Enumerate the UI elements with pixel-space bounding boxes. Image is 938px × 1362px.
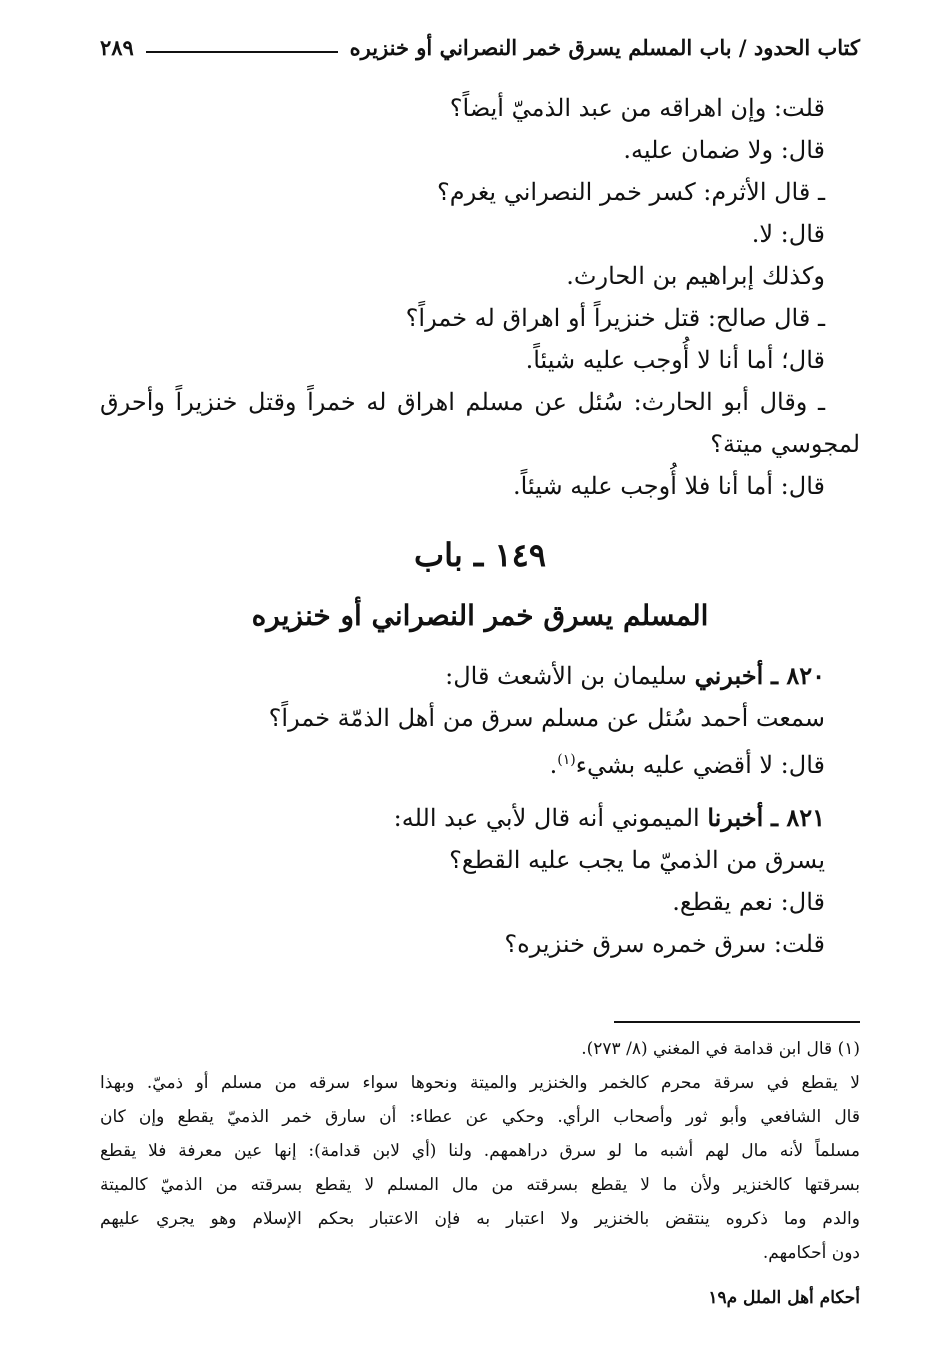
text-line: قال: لا أقضي عليه بشيء — [575, 751, 825, 779]
header-rule — [146, 51, 338, 53]
narration-number: ٨٢١ ـ — [770, 803, 825, 832]
narration-intro: سليمان بن الأشعث قال: — [445, 662, 687, 690]
text-line: ـ وقال أبو الحارث: سُئل عن مسلم اهراق له خمراً وقتل خنزيراً وأحرق — [100, 388, 825, 416]
text-line: قال: ولا ضمان عليه. — [623, 136, 825, 164]
text-line: قال: لا. — [751, 220, 825, 248]
text-line: قال؛ أما أنا لا أُوجب عليه شيئاً. — [525, 346, 825, 374]
text-line: قال: نعم يقطع. — [672, 888, 825, 916]
line-end: . — [549, 751, 558, 779]
text-line: قال: أما أنا فلا أُوجب عليه شيئاً. — [513, 472, 825, 500]
narration-keyword: أخبرني — [694, 661, 764, 690]
running-title: كتاب الحدود / باب المسلم يسرق خمر النصراني أو خنزيره — [349, 34, 860, 60]
footnote-rule — [614, 1021, 860, 1023]
footnote-line: والدم وما ذكروه ينتقض بالخنزير ولا اعتبار به فإن الاعتبار بحكم الإسلام وهو يجري عليهم — [100, 1209, 860, 1229]
narration-keyword: أخبرنا — [707, 803, 764, 832]
footnote-marker: (١) — [557, 752, 576, 768]
text-line: لمجوسي ميتة؟ — [710, 430, 860, 458]
text-line: قلت: وإن اهراقه من عبد الذميّ أيضاً؟ — [449, 94, 825, 122]
footnote-line: لا يقطع في سرقة محرم كالخمر والخنزير والميتة ونحوها سواء سرقه من مسلم أو ذميّ. وبهذا — [100, 1073, 860, 1093]
text-line: قلت: سرق خمره سرق خنزيره؟ — [504, 930, 825, 958]
narration-intro-line — [394, 798, 825, 838]
text-line: يسرق من الذميّ ما يجب عليه القطع؟ — [449, 846, 825, 874]
footnote-line: (١) قال ابن قدامة في المغني (٨/ ٢٧٣). — [581, 1039, 860, 1059]
text-line: سمعت أحمد سُئل عن مسلم سرق من أهل الذمّة خمراً؟ — [268, 704, 825, 732]
text-line-with-note — [550, 740, 825, 780]
signature-mark: أحكام أهل الملل م١٩ — [708, 1288, 860, 1308]
chapter-heading: ١٤٩ ـ باب — [414, 536, 546, 574]
footnote-line: دون أحكامهم. — [762, 1243, 860, 1263]
narration-intro: الميموني أنه قال لأبي عبد الله: — [393, 804, 700, 832]
text-line: ـ قال صالح: قتل خنزيراً أو اهراق له خمراً؟ — [405, 304, 825, 332]
running-header — [100, 30, 860, 64]
text-line: ـ قال الأثرم: كسر خمر النصراني يغرم؟ — [436, 178, 825, 206]
footnote-line: قال الشافعي وأبو ثور وأصحاب الرأي. وحكي عن عطاء: أن سارق خمر الذميّ يقطع وإن كان — [100, 1107, 860, 1127]
chapter-subtitle: المسلم يسرق خمر النصراني أو خنزيره — [251, 599, 709, 632]
narration-number: ٨٢٠ ـ — [770, 661, 825, 690]
page-number: ٢٨٩ — [100, 34, 134, 60]
footnote-line: مسلماً لأنه مال لهم أشبه ما لو سرق دراهمهم. ولنا (أي لابن قدامة): إنها عين معرفة فلا يقطع — [100, 1141, 860, 1161]
footnote-line: بسرقتها كالخنزير ولأن ما لا يقطع بسرقته من مال المسلم لا يقطع بسرقته من الذميّ كالميتة — [100, 1175, 860, 1195]
text-line: وكذلك إبراهيم بن الحارث. — [566, 262, 825, 290]
narration-intro-line — [445, 656, 825, 696]
